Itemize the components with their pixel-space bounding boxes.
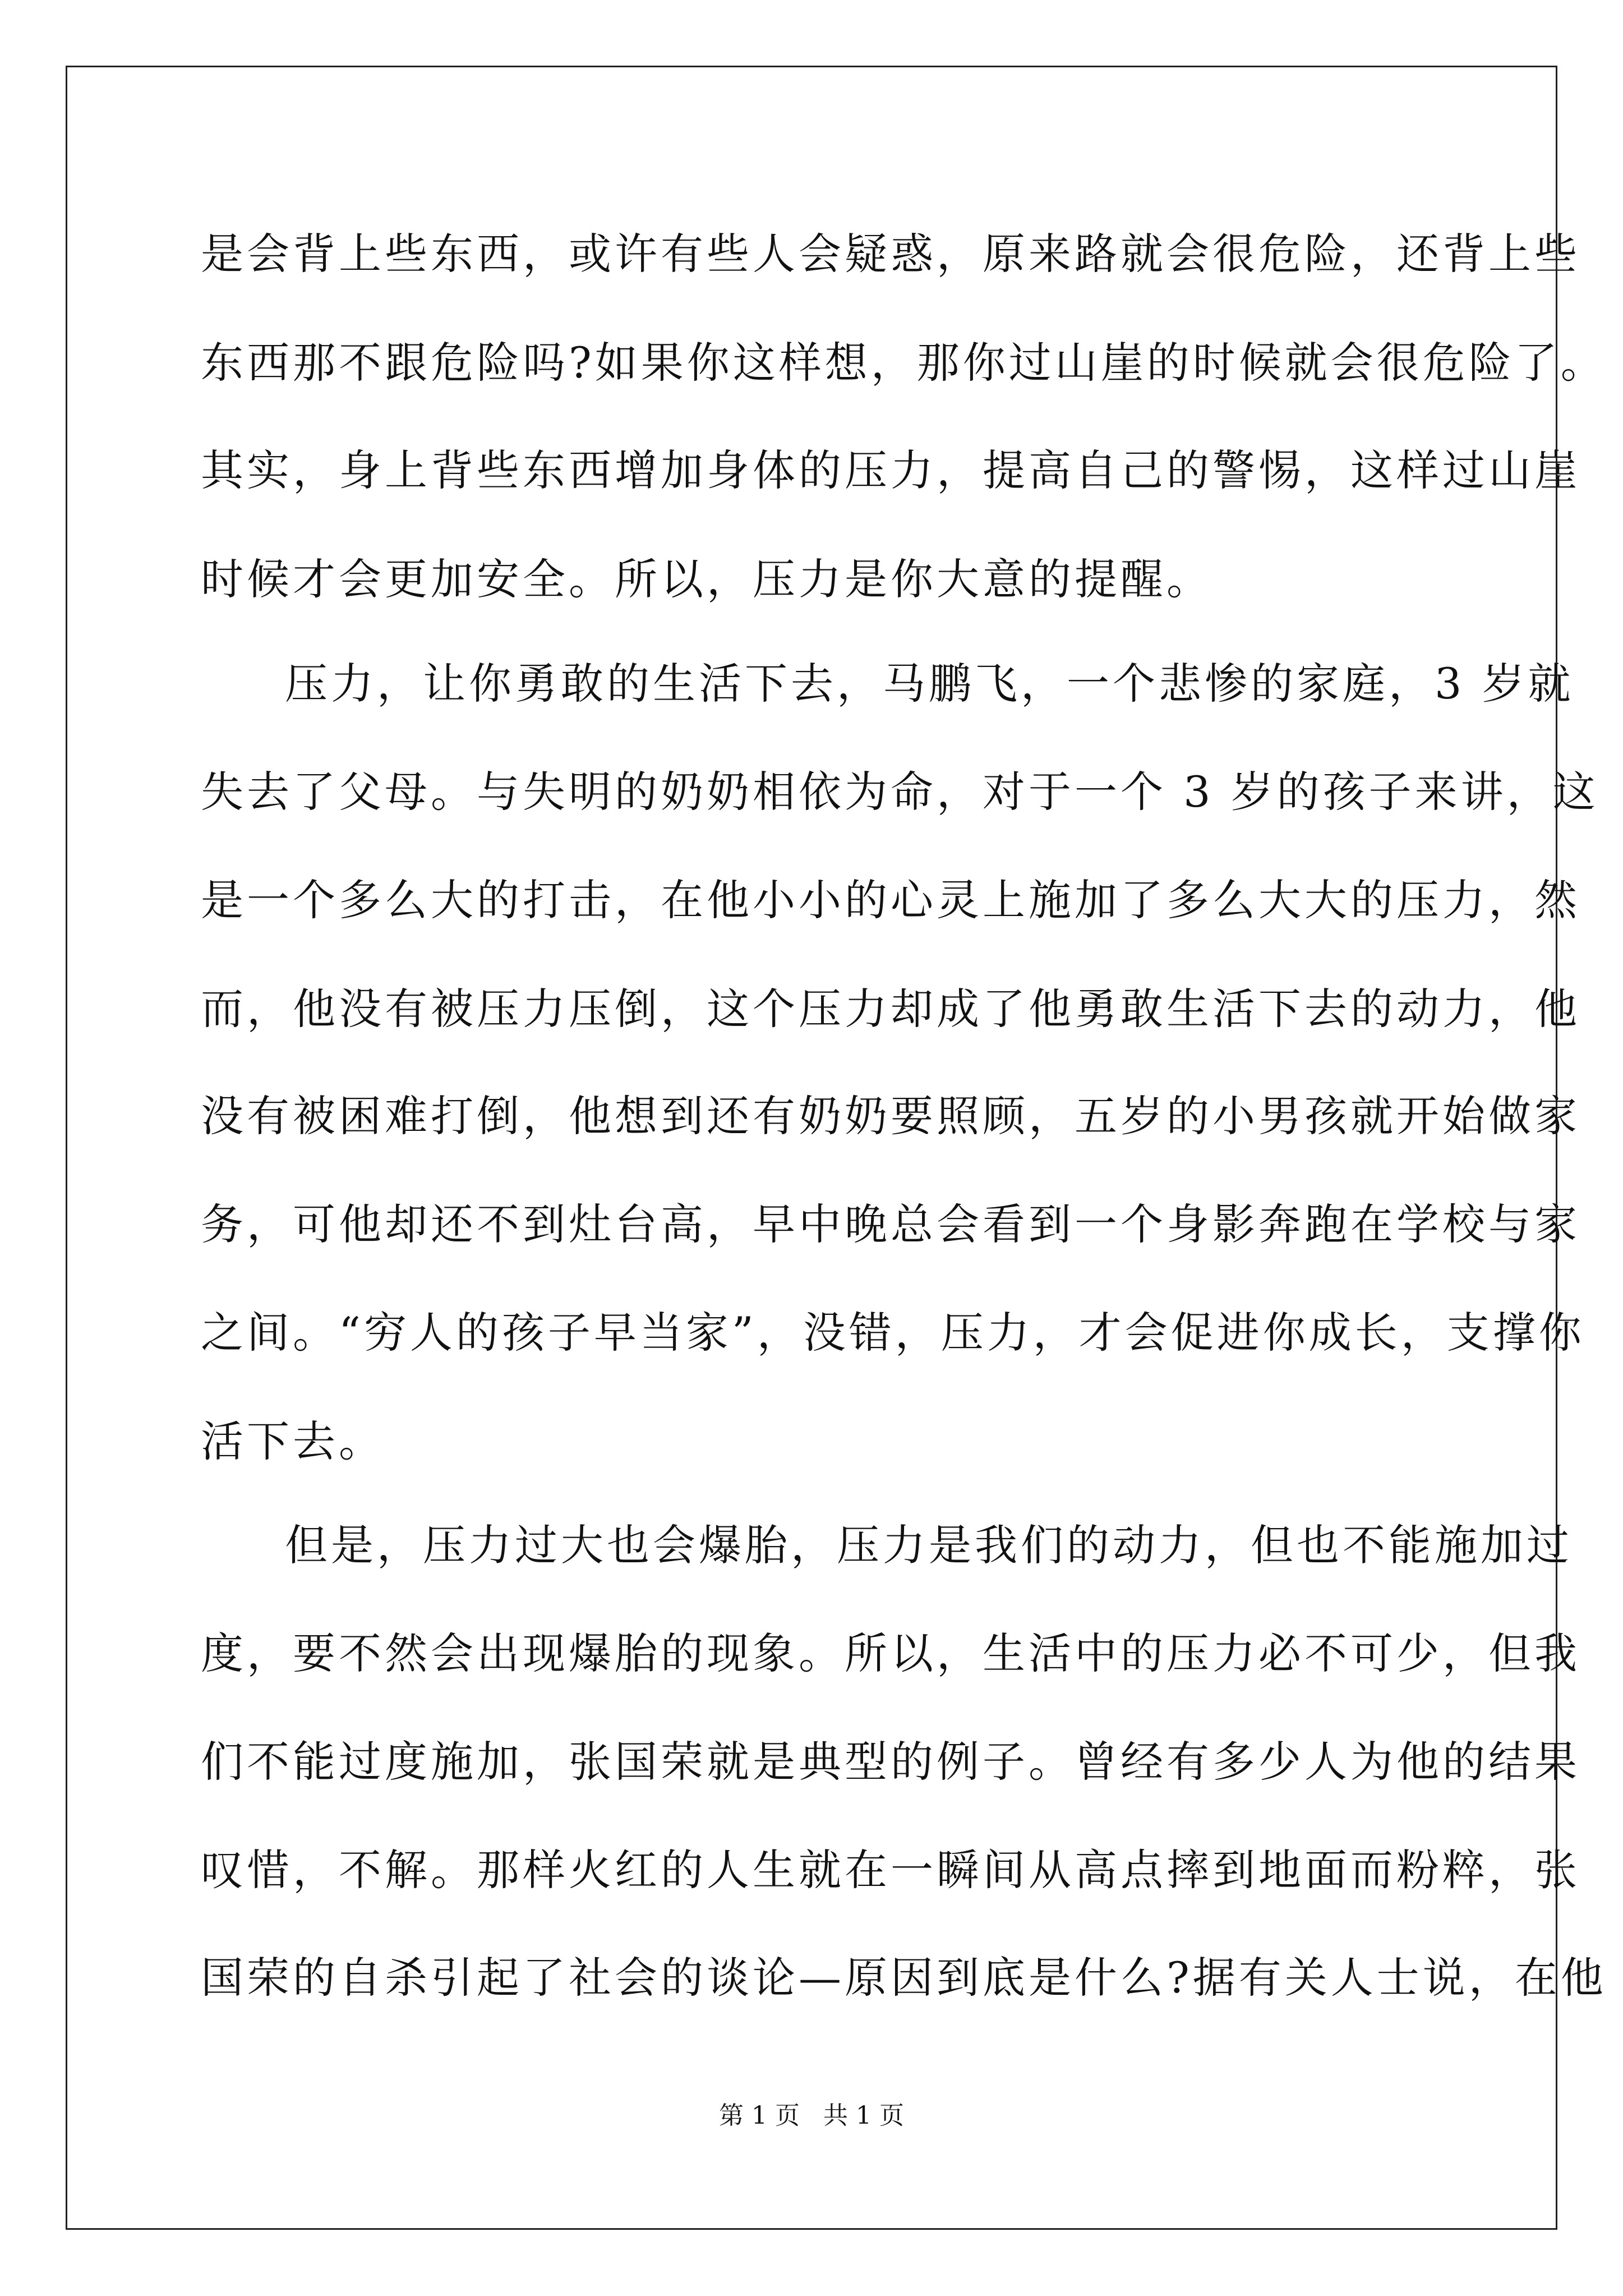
text-line: 们不能过度施加，张国荣就是典型的例子。曾经有多少人为他的结果	[201, 1737, 1580, 1787]
text-line: 度，要不然会出现爆胎的现象。所以，生活中的压力必不可少，但我	[201, 1628, 1580, 1678]
page-border	[66, 66, 1557, 2230]
page-number-footer: 第 1 页 共 1 页	[719, 2101, 904, 2130]
text-line: 国荣的自杀引起了社会的谈论—原因到底是什么?据有关人士说，在他	[201, 1953, 1607, 2003]
text-line: 之间。“穷人的孩子早当家”，没错，压力，才会促进你成长，支撑你	[201, 1308, 1585, 1358]
text-line: 东西那不跟危险吗?如果你这样想，那你过山崖的时候就会很危险了。	[201, 338, 1607, 388]
text-line: 是会背上些东西，或许有些人会疑惑，原来路就会很危险，还背上些	[201, 229, 1580, 279]
text-line: 务，可他却还不到灶台高，早中晚总会看到一个身影奔跑在学校与家	[201, 1199, 1580, 1249]
paragraph-first-line: 但是，压力过大也会爆胎，压力是我们的动力，但也不能施加过	[285, 1520, 1573, 1570]
paragraph-first-line: 压力，让你勇敢的生活下去，马鹏飞，一个悲惨的家庭，3 岁就	[285, 659, 1574, 708]
text-line: 失去了父母。与失明的奶奶相依为命，对于一个 3 岁的孩子来讲，这	[201, 767, 1599, 817]
text-line: 而，他没有被压力压倒，这个压力却成了他勇敢生活下去的动力，他	[201, 984, 1580, 1034]
text-line: 时候才会更加安全。所以，压力是你大意的提醒。	[201, 554, 1212, 604]
text-line: 没有被困难打倒，他想到还有奶奶要照顾，五岁的小男孩就开始做家	[201, 1091, 1580, 1141]
text-line: 是一个多么大的打击，在他小小的心灵上施加了多么大大的压力，然	[201, 875, 1580, 925]
text-line: 其实，身上背些东西增加身体的压力，提高自己的警惕，这样过山崖	[201, 445, 1580, 495]
text-line: 叹惜，不解。那样火红的人生就在一瞬间从高点摔到地面而粉粹，张	[201, 1845, 1580, 1895]
text-line: 活下去。	[201, 1416, 385, 1466]
